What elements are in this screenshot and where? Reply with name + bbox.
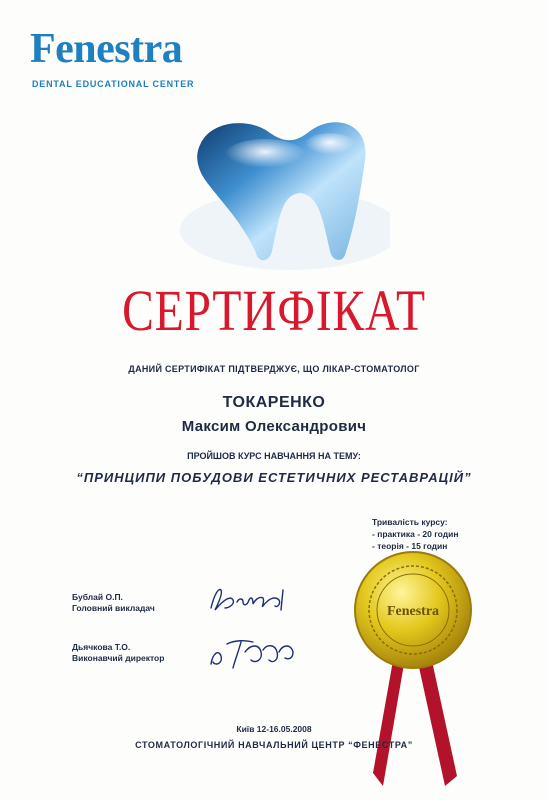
- issuer-name: СТОМАТОЛОГІЧНИЙ НАВЧАЛЬНИЙ ЦЕНТР “ФЕНЕСТРА”: [135, 740, 413, 750]
- certificate-title: СЕРТИФІКАТ: [122, 278, 426, 343]
- course-title: “ПРИНЦИПИ ПОБУДОВИ ЕСТЕТИЧНИХ РЕСТАВРАЦІЙ”: [76, 470, 472, 485]
- signatory-name: Дьячкова Т.О.: [72, 642, 131, 652]
- seal-text: Fenestra: [386, 604, 440, 619]
- signatory-role: Головний викладач: [72, 603, 155, 613]
- handwritten-signature-2: [205, 630, 300, 672]
- signatory-block: [72, 592, 155, 614]
- confirmation-text: ДАНИЙ СЕРТИФІКАТ ПІДТВЕРДЖУЄ, ЩО ЛІКАР-СТОМАТОЛОГ: [128, 364, 420, 374]
- signatory-role: Виконавчий директор: [72, 653, 165, 663]
- recipient-surname: ТОКАРЕНКО: [222, 394, 326, 411]
- duration-label: Тривалість курсу:: [372, 517, 448, 527]
- duration-item: - теорія - 15 годин: [372, 541, 448, 551]
- course-intro: ПРОЙШОВ КУРС НАВЧАННЯ НА ТЕМУ:: [187, 451, 361, 461]
- logo-wordmark: Fenestra: [30, 26, 183, 72]
- wax-seal: [345, 548, 485, 788]
- duration-item: - практика - 20 годин: [372, 529, 459, 539]
- place-date: Київ 12-16.05.2008: [236, 724, 312, 734]
- recipient-given-names: Максим Олександрович: [181, 418, 367, 435]
- signatory-block: [72, 642, 164, 664]
- course-duration: [372, 516, 459, 552]
- handwritten-signature-1: [205, 582, 295, 616]
- tooth-icon: [170, 105, 390, 270]
- logo-tagline: DENTAL EDUCATIONAL CENTER: [32, 79, 195, 89]
- signatory-name: Бублай О.П.: [72, 592, 123, 602]
